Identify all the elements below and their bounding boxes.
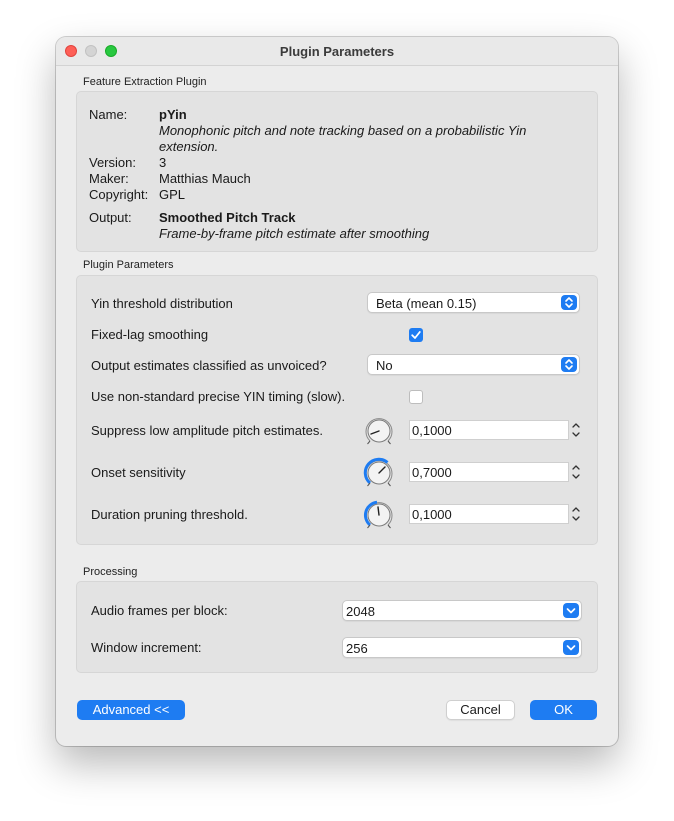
copyright-label: Copyright: — [89, 187, 149, 202]
onset-sensitivity-stepper[interactable] — [570, 462, 582, 482]
frames-per-block-select[interactable] — [342, 600, 582, 621]
version-label: Version: — [89, 155, 136, 170]
output-description: Frame-by-frame pitch estimate after smoothing — [159, 226, 430, 241]
processing-group — [76, 581, 598, 673]
title-bar — [56, 37, 618, 66]
name-label: Name: — [89, 107, 128, 122]
unvoiced-value: No — [376, 358, 393, 373]
chevron-down-icon — [563, 603, 579, 618]
frames-per-block-label: Audio frames per block: — [91, 603, 228, 618]
plugin-description-cont: extension. — [159, 139, 219, 154]
copyright-value: GPL — [159, 187, 186, 202]
output-label: Output: — [89, 210, 132, 225]
window-increment-value: 256 — [346, 641, 368, 656]
unvoiced-label: Output estimates classified as unvoiced? — [91, 358, 327, 373]
maker-value: Matthias Mauch — [159, 171, 251, 186]
cancel-button[interactable]: Cancel — [446, 700, 515, 720]
precise-timing-label: Use non-standard precise YIN timing (slow). — [91, 389, 346, 404]
maker-label: Maker: — [89, 171, 129, 186]
onset-sensitivity-field[interactable] — [409, 462, 569, 482]
params-section-label: Plugin Parameters — [83, 259, 174, 271]
fixed-lag-checkbox[interactable] — [409, 328, 423, 342]
advanced-button[interactable]: Advanced << — [77, 700, 185, 720]
plugin-description: Monophonic pitch and note tracking based on a probabilistic Yin — [159, 123, 527, 138]
suppress-low-amp-field[interactable] — [409, 420, 569, 440]
duration-pruning-value: 0,1000 — [412, 507, 452, 522]
plugin-parameters-dialog — [56, 37, 618, 746]
yin-threshold-label: Yin threshold distribution — [91, 296, 233, 311]
ok-button[interactable]: OK — [530, 700, 597, 720]
suppress-low-amp-stepper[interactable] — [570, 420, 582, 440]
onset-sensitivity-label: Onset sensitivity — [91, 465, 186, 480]
duration-pruning-stepper[interactable] — [570, 504, 582, 524]
suppress-low-amp-value: 0,1000 — [412, 423, 452, 438]
plugin-name: pYin — [159, 107, 187, 122]
plugin-parameters-group — [76, 275, 598, 545]
feature-info-group — [76, 91, 598, 252]
suppress-low-amp-label: Suppress low amplitude pitch estimates. — [91, 423, 323, 438]
chevron-down-icon — [563, 640, 579, 655]
updown-chevron-icon — [561, 295, 577, 310]
window-increment-label: Window increment: — [91, 640, 202, 655]
precise-timing-checkbox[interactable] — [409, 390, 423, 404]
frames-per-block-value: 2048 — [346, 604, 375, 619]
fixed-lag-label: Fixed-lag smoothing — [91, 327, 209, 342]
unvoiced-select[interactable] — [367, 354, 580, 375]
yin-threshold-select[interactable] — [367, 292, 580, 313]
onset-sensitivity-dial[interactable] — [362, 456, 396, 490]
feature-section-label: Feature Extraction Plugin — [83, 76, 207, 88]
version-value: 3 — [159, 155, 167, 170]
suppress-low-amp-dial[interactable] — [362, 414, 396, 448]
checkmark-icon — [409, 328, 423, 342]
window-title: Plugin Parameters — [279, 44, 395, 59]
duration-pruning-label: Duration pruning threshold. — [91, 507, 248, 522]
onset-sensitivity-value: 0,7000 — [412, 465, 452, 480]
output-value: Smoothed Pitch Track — [159, 210, 296, 225]
window-increment-select[interactable] — [342, 637, 582, 658]
processing-section-label: Processing — [83, 566, 138, 578]
duration-pruning-field[interactable] — [409, 504, 569, 524]
updown-chevron-icon — [561, 357, 577, 372]
duration-pruning-dial[interactable] — [362, 498, 396, 532]
yin-threshold-value: Beta (mean 0.15) — [376, 296, 477, 311]
